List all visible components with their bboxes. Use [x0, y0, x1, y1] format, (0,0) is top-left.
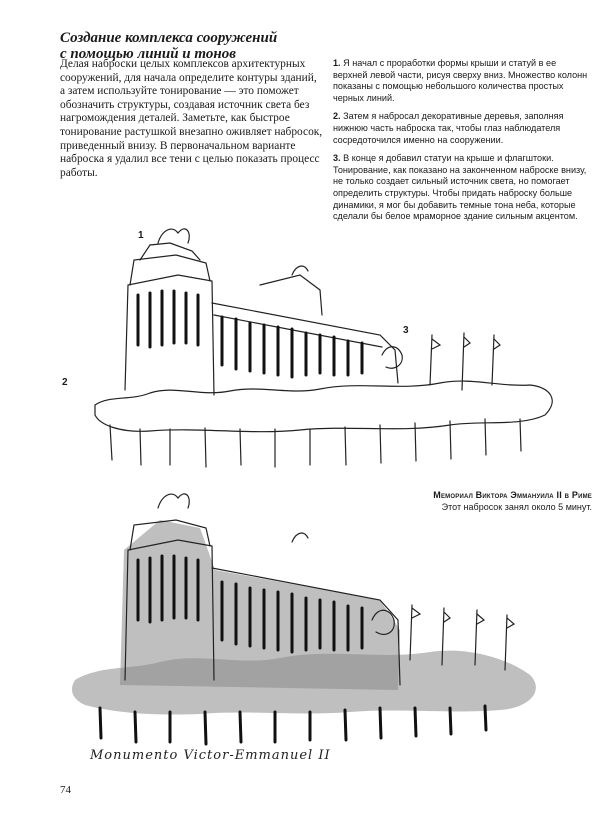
marker-3: 3 [403, 325, 409, 336]
step-1-text: Я начал с проработки формы крыши и статуй в ее верхней левой части, рисуя сверху вниз. Множество колонн показаны с помощью небольшого количества простых черных линий. [333, 58, 588, 103]
step-2-text: Затем я набросал декоративные деревья, заполняя нижнюю часть наброска так, чтобы глаз наблюдателя сосредоточился именно на сооружении. [333, 111, 564, 145]
toned-sketch-illustration [0, 480, 600, 780]
step-1 [333, 58, 591, 104]
step-3 [333, 153, 591, 223]
intro-paragraph: Делая наброски целых комплексов архитектурных сооружений, для начала определите контуры зданий, а затем используйте тонирование — это поможет обозначить структуры, создавая источник света без нагромождения деталей. Заметьте, как быстрое тонирование растушкой внезапно оживляет набросок, приведенный внизу. В первоначальном варианте наброска я удалил все тени с целью показать процесс работы. [60, 58, 323, 179]
step-3-number: 3. [333, 153, 341, 164]
step-3-text: В конце я добавил статуи на крыше и флагштоки. Тонирование, как показано на законченном наброске внизу, не только создает сильный источник света, но помогает определить структуры. Чтобы придать наброску больше динамики, я мог бы добавить темные тона неба, которые сделали бы белое мраморное здание сильным акцентом. [333, 153, 587, 222]
line-sketch-illustration [0, 215, 600, 490]
caption-title: Мемориал Виктора Эммануила II в Риме [433, 490, 592, 500]
marker-2: 2 [62, 377, 68, 388]
caption-text: Этот набросок занял около 5 минут. [441, 502, 592, 512]
marker-1: 1 [138, 230, 144, 241]
step-2 [333, 111, 591, 146]
handwritten-signature: Monumento Victor-Emmanuel II [90, 748, 331, 763]
step-2-number: 2. [333, 111, 341, 122]
steps-column [333, 58, 591, 230]
step-1-number: 1. [333, 58, 341, 68]
heading-line-1: Создание комплекса сооружений [60, 30, 278, 46]
heading-line-2: с помощью линий и тонов [60, 46, 236, 62]
page-number: 74 [60, 784, 71, 796]
